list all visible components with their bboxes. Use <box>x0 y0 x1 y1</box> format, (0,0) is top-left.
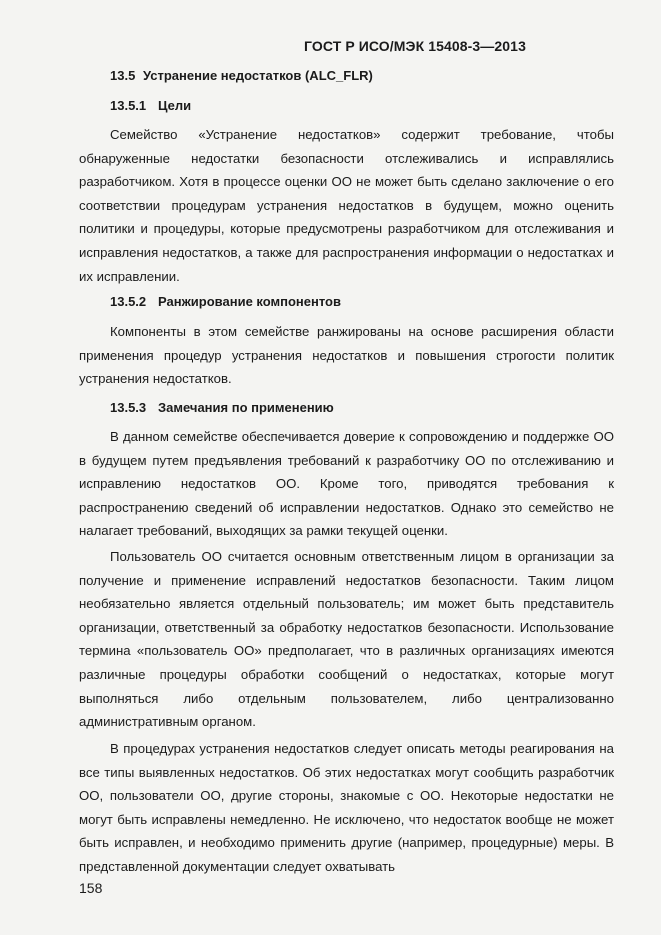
section-title: Цели <box>158 98 192 113</box>
section-13-5-3-heading <box>110 400 334 415</box>
section-number: 13.5.3 <box>110 400 147 415</box>
paragraph-flaw-procedures: В процедурах устранения недостатков следует описать методы реагирования на все типы выявленных недостатков. Об этих недостатках могут сообщить разработчик ОО, пользователи ОО, другие стороны, знакомые с ОО. Некоторые недостатки не могут быть исправлены немедленно. Не исключено, что недостаток вообще не может быть исправлен, и необходимо применить другие (например, процедурные) меры. В представленной документации следует охватывать <box>79 741 614 874</box>
section-title: Устранение недостатков (ALC_FLR) <box>143 68 373 83</box>
section-number: 13.5.2 <box>110 294 147 309</box>
section-number: 13.5 <box>110 68 136 83</box>
section-13-5-2-heading <box>110 294 341 309</box>
section-title: Ранжирование компонентов <box>158 294 341 309</box>
section-number: 13.5.1 <box>110 98 147 113</box>
page-number: 158 <box>79 880 103 896</box>
paragraph-goals: Семейство «Устранение недостатков» содержит требование, чтобы обнаруженные недостатки безопасности отслеживались и исправлялись разработчиком. Хотя в процессе оценки ОО не может быть сделано заключение о его соответствии процедурам устранения недостатков в будущем, можно оценить политики и процедуры, которые предусмотрены разработчиком для отслеживания и исправления недостатков, а также для распространения информации о недостатках и их исправлении. <box>79 127 614 284</box>
paragraph-ranking: Компоненты в этом семействе ранжированы на основе расширения области применения процедур устранения недостатков и повышения строгости политик устранения недостатков. <box>79 324 614 387</box>
paragraph-toe-user: Пользователь ОО считается основным ответственным лицом в организации за получение и применение исправлений недостатков безопасности. Таким лицом необязательно является отдельный пользователь; им может быть представитель организации, ответственный за обработку недостатков безопасности. Использование термина «пользователь ОО» предполагает, что в различных организациях имеются различные процедуры обработки сообщений о недостатках, которые могут выполняться либо отдельным пользователем, либо централизованно административным органом. <box>79 549 614 730</box>
document-header: ГОСТ Р ИСО/МЭК 15408-3—2013 <box>304 38 526 54</box>
section-13-5-heading <box>110 68 373 83</box>
paragraph-application-notes: В данном семействе обеспечивается доверие к сопровождению и поддержке ОО в будущем путем предъявления требований к разработчику ОО по отслеживанию и исправлению недостатков ОО. Кроме того, приводятся требования к распространению сведений об исправлении недостатков. Однако это семейство не налагает требований, выходящих за рамки текущей оценки. <box>79 429 614 539</box>
section-13-5-1-heading <box>110 98 191 113</box>
section-title: Замечания по применению <box>158 400 334 415</box>
